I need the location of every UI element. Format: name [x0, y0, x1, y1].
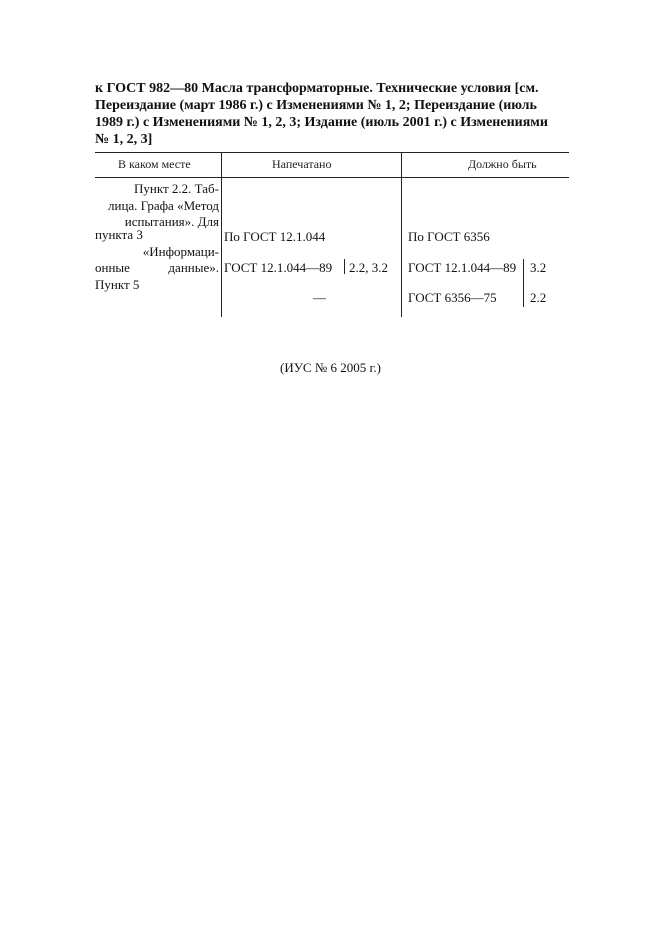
place-line: Пункт 5 [95, 277, 140, 292]
table-cell-should-be: По ГОСТ 6356 [408, 229, 490, 244]
column-divider [221, 152, 222, 317]
table-cell-printed: По ГОСТ 12.1.044 [224, 229, 326, 244]
heading-line: к ГОСТ 982—80 Масла трансформаторные. Технические условия [см. [95, 81, 539, 96]
header-printed: Напечатано [272, 157, 332, 171]
place-line: пункта 3 [95, 227, 143, 242]
place-line: испытания». Для [124, 214, 219, 229]
place-line: онные данные». [95, 260, 219, 275]
heading-line: 1989 г.) с Изменениями № 1, 2, 3; Издание (июль 2001 г.) с Изменениями [95, 115, 548, 130]
header-place: В каком месте [118, 157, 191, 171]
heading-line: № 1, 2, 3] [95, 132, 153, 147]
table-top-rule [95, 152, 569, 153]
heading-line: Переиздание (март 1986 г.) с Изменениями № 1, 2; Переиздание (июль [95, 98, 537, 113]
clause-divider [523, 259, 524, 307]
table-cell-printed-clause: 2.2, 3.2 [349, 260, 388, 275]
column-divider [401, 152, 402, 317]
clause-divider [344, 259, 345, 274]
table-cell-printed: ГОСТ 12.1.044—89 [224, 260, 333, 275]
table-cell-printed: — [313, 290, 326, 305]
place-line: лица. Графа «Метод [108, 198, 219, 213]
place-line: «Информаци- [142, 244, 219, 259]
table-header-rule [95, 177, 569, 178]
table-cell-should-be: ГОСТ 6356—75 [408, 290, 497, 305]
table-cell-should-be: ГОСТ 12.1.044—89 [408, 260, 517, 275]
ius-reference: (ИУС № 6 2005 г.) [280, 360, 381, 375]
header-should-be: Должно быть [468, 157, 537, 171]
place-line: Пункт 2.2. Таб- [133, 181, 219, 196]
table-cell-should-be-clause: 2.2 [530, 290, 547, 305]
amendment-heading [95, 80, 569, 148]
table-cell-should-be-clause: 3.2 [530, 260, 547, 275]
